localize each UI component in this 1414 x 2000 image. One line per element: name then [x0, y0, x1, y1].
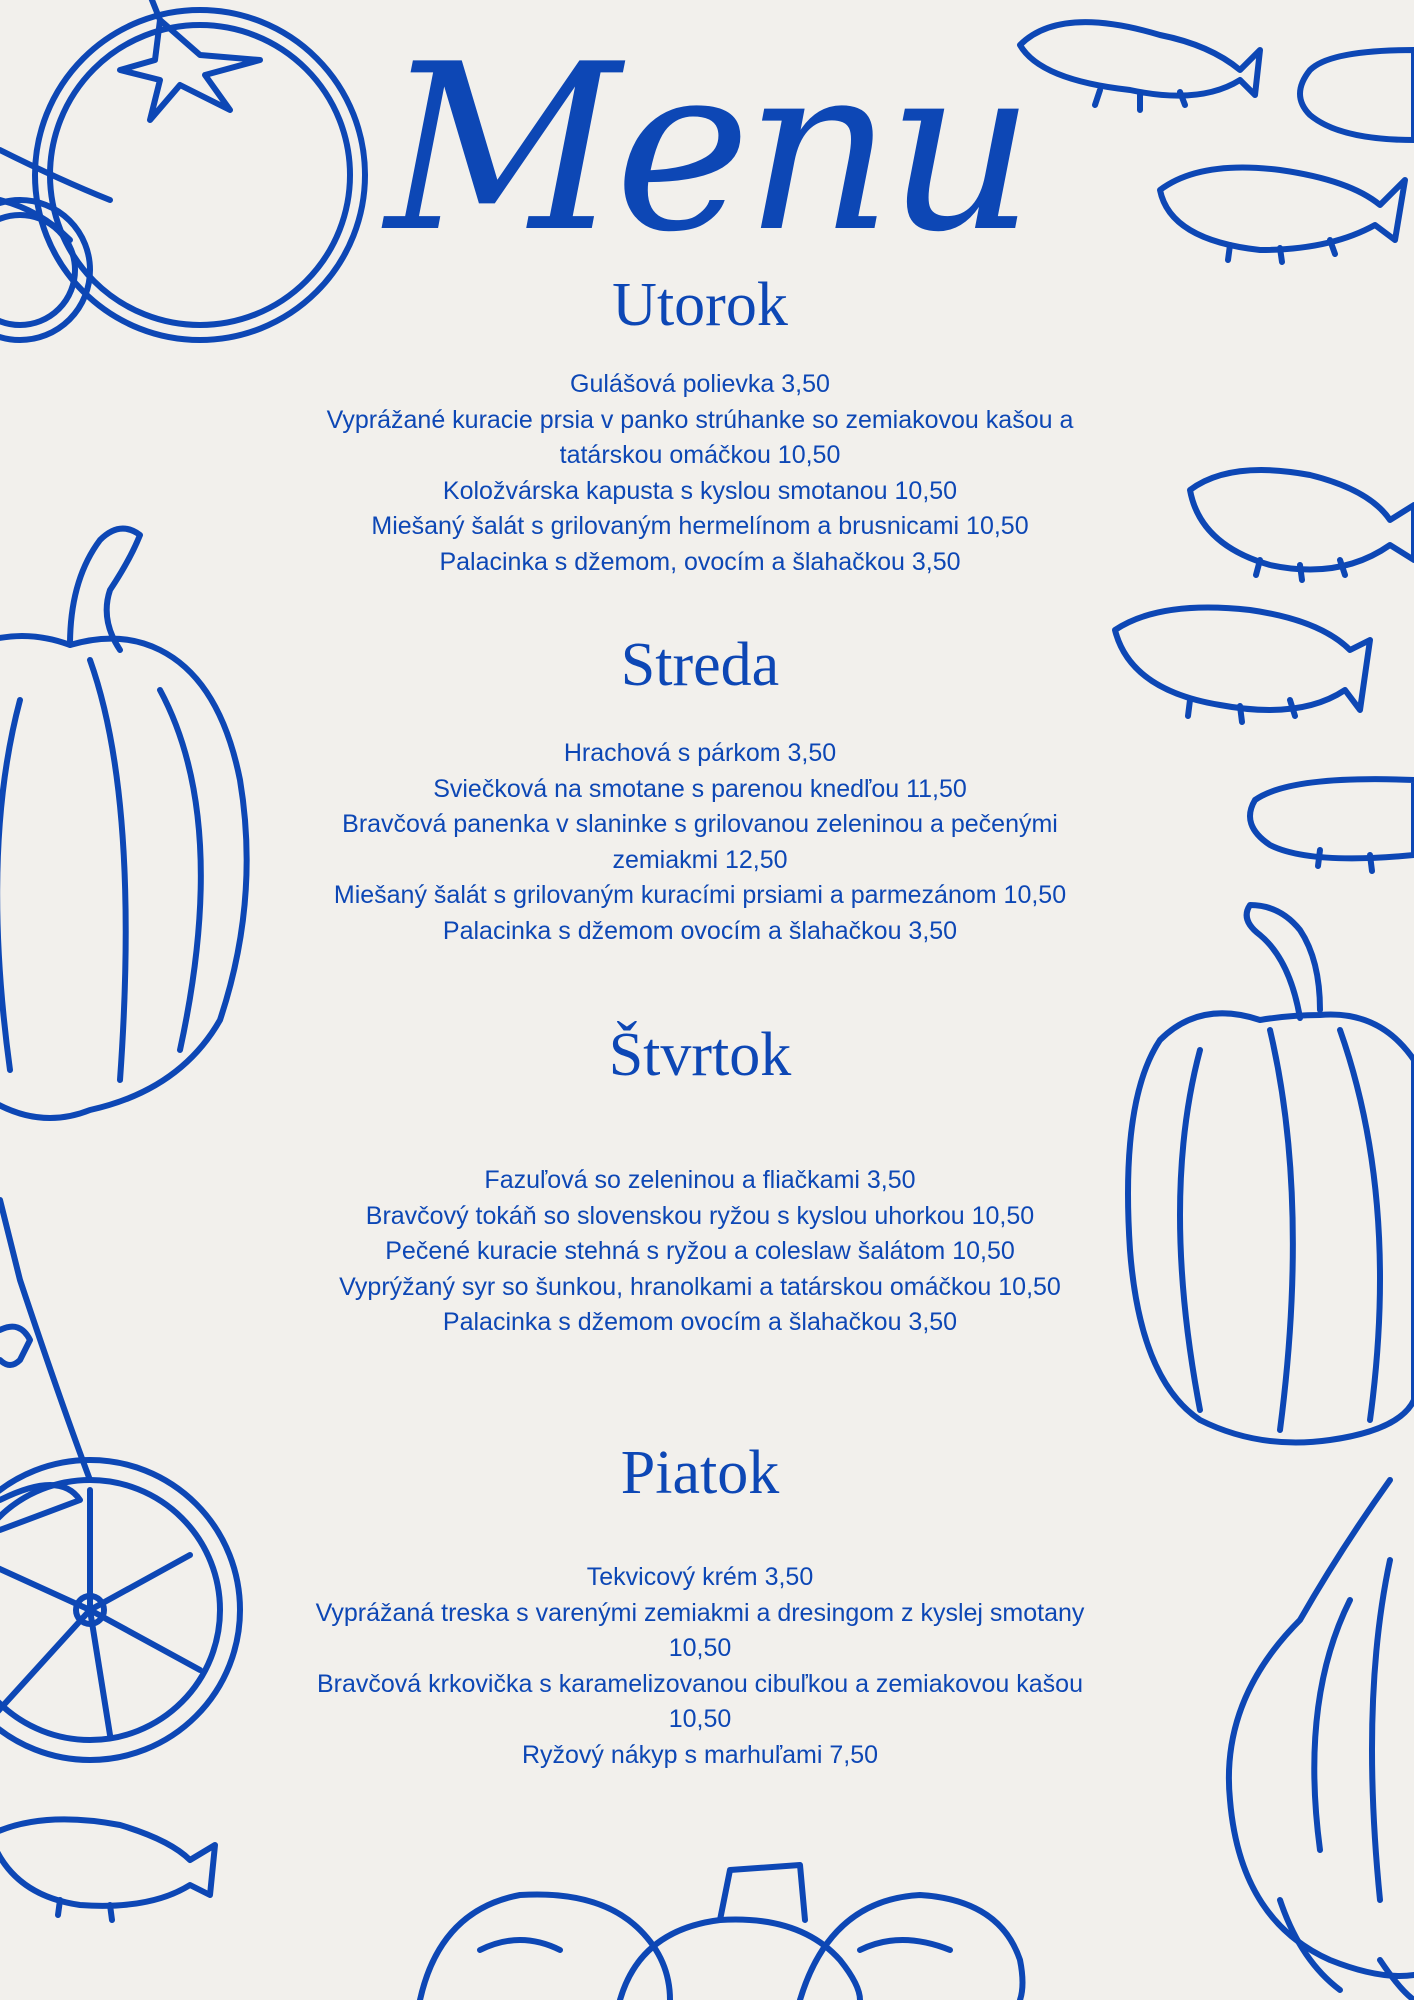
menu-item: Bravčová panenka v slaninke s grilovanou zeleninou a pečenými zemiakmi 12,50	[342, 810, 1058, 874]
menu-item: Vyprážané kuracie prsia v panko strúhanke so zemiakovou kašou a tatárskou omáčkou 10,50	[326, 405, 1074, 469]
menu-item: Sviečková na smotane s parenou knedľou 11,50	[433, 774, 967, 803]
menu-item: Ryžový nákyp s marhuľami 7,50	[521, 1740, 879, 1769]
day-heading-piatok: Piatok	[620, 1439, 780, 1507]
day-heading-streda: Streda	[620, 631, 780, 699]
day-heading-stvrtok: Štvrtok	[608, 1021, 792, 1089]
menu-item: Tekvicový krém 3,50	[586, 1563, 814, 1591]
fish-illustration	[0, 1819, 215, 1920]
menu-item: Vyprážaná treska s varenými zemiakmi a dresingom z kyslej smotany 10,50	[315, 1598, 1085, 1662]
pumpkin-illustration	[1128, 905, 1414, 1443]
day-heading-utorok: Utorok	[612, 271, 788, 339]
menu-item: Miešaný šalát s grilovaným kuracími prsiami a parmezánom 10,50	[333, 881, 1067, 909]
menu-item: Palacinka s džemom ovocím a šlahačkou 3,50	[442, 1308, 958, 1336]
garlic-illustration	[1229, 1480, 1414, 2000]
menu-item: Bravčová krkovička s karamelizovanou cibuľkou a zemiakovou kašou 10,50	[317, 1669, 1083, 1733]
mushroom-illustration	[420, 1865, 1023, 2000]
menu-item: Fazuľová so zeleninou a fliačkami 3,50	[484, 1166, 916, 1194]
menu-item: Vyprýžaný syr so šunkou, hranolkami a tatárskou omáčkou 10,50	[339, 1272, 1061, 1301]
menu-item: Pečené kuracie stehná s ryžou a coleslaw šalátom 10,50	[385, 1237, 1015, 1265]
menu-title: Menu	[385, 16, 1029, 283]
day-items-piatok	[300, 1560, 1100, 1773]
menu-item: Miešaný šalát s grilovaným hermelínom a brusnicami 10,50	[371, 512, 1029, 540]
day-items-streda	[300, 736, 1100, 949]
menu-item: Palacinka s džemom ovocím a šlahačkou 3,50	[442, 916, 958, 945]
day-items-utorok	[300, 367, 1100, 580]
menu-item: Koložvárska kapusta s kyslou smotanou 10,50	[442, 476, 958, 505]
menu-item: Palacinka s džemom, ovocím a šlahačkou 3,50	[439, 547, 961, 576]
menu-item: Hrachová s párkom 3,50	[563, 739, 837, 767]
day-items-stvrtok	[300, 1163, 1100, 1341]
menu-item: Gulášová polievka 3,50	[570, 370, 830, 398]
menu-item: Bravčový tokáň so slovenskou ryžou s kyslou uhorkou 10,50	[365, 1201, 1035, 1230]
